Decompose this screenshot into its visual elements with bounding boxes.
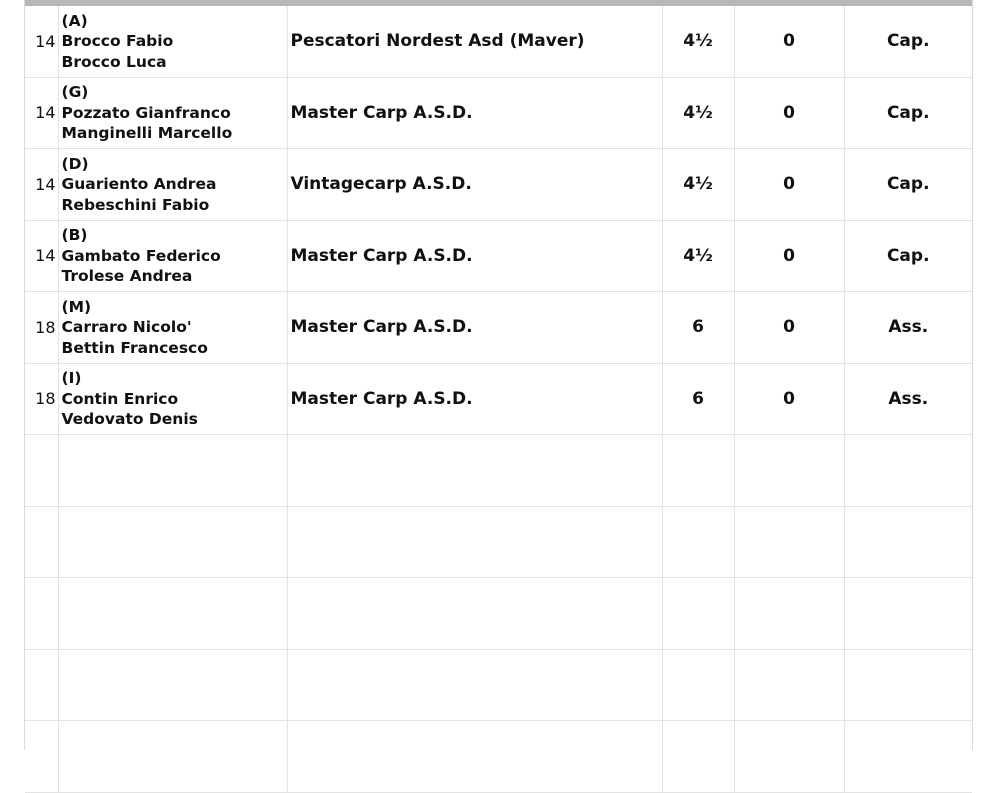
- empty-cell: [25, 506, 58, 578]
- empty-cell: [844, 721, 972, 793]
- member-name: Brocco Luca: [61, 52, 167, 71]
- member-name: Bettin Francesco: [61, 338, 208, 357]
- empty-row: [25, 435, 972, 507]
- team-cell: Master Carp A.S.D.: [287, 77, 662, 149]
- points-cell: 0: [734, 77, 844, 149]
- member-name: Trolese Andrea: [61, 267, 193, 285]
- member-name: Carraro Nicolo': [61, 318, 192, 336]
- penalty-cell: 6: [662, 363, 734, 435]
- pair-cell: [58, 220, 287, 292]
- pair-cell: [58, 363, 287, 435]
- empty-cell: [25, 435, 58, 507]
- empty-row: [25, 649, 972, 721]
- empty-cell: [662, 649, 734, 721]
- empty-row: [25, 506, 972, 578]
- empty-cell: [734, 578, 844, 650]
- member-name: Rebeschini Fabio: [61, 195, 210, 214]
- table-row: [25, 363, 972, 435]
- empty-cell: [844, 435, 972, 507]
- table-row: [25, 77, 972, 149]
- empty-cell: [734, 649, 844, 721]
- empty-cell: [58, 578, 287, 650]
- member-name: Brocco Fabio: [61, 32, 174, 50]
- standings-sheet: [24, 0, 973, 750]
- empty-cell: [662, 578, 734, 650]
- role-cell: Ass.: [844, 292, 972, 364]
- empty-cell: [844, 506, 972, 578]
- group-label: (D): [61, 154, 89, 173]
- pair-cell: [58, 6, 287, 77]
- role-cell: Cap.: [844, 77, 972, 149]
- empty-cell: [25, 649, 58, 721]
- member-name: Contin Enrico: [61, 389, 179, 408]
- empty-cell: [287, 506, 662, 578]
- empty-cell: [58, 721, 287, 793]
- position-cell: 14: [25, 6, 58, 77]
- table-row: [25, 149, 972, 221]
- points-cell: 0: [734, 292, 844, 364]
- empty-cell: [662, 721, 734, 793]
- penalty-cell: 4½: [662, 220, 734, 292]
- table-row: [25, 6, 972, 77]
- empty-cell: [287, 435, 662, 507]
- empty-cell: [734, 506, 844, 578]
- position-cell: 18: [25, 363, 58, 435]
- member-name: Guariento Andrea: [61, 175, 217, 193]
- table-row: [25, 292, 972, 364]
- team-cell: Vintagecarp A.S.D.: [287, 149, 662, 221]
- empty-cell: [734, 435, 844, 507]
- pair-cell: [58, 77, 287, 149]
- pair-cell: [58, 149, 287, 221]
- group-label: (I): [61, 369, 82, 387]
- penalty-cell: 6: [662, 292, 734, 364]
- empty-cell: [25, 578, 58, 650]
- penalty-cell: 4½: [662, 77, 734, 149]
- group-label: (B): [61, 226, 88, 244]
- role-cell: Cap.: [844, 220, 972, 292]
- empty-cell: [844, 649, 972, 721]
- member-name: Vedovato Denis: [61, 410, 198, 428]
- empty-cell: [844, 578, 972, 650]
- standings-table: [25, 6, 972, 793]
- team-cell: Master Carp A.S.D.: [287, 363, 662, 435]
- empty-cell: [734, 721, 844, 793]
- empty-cell: [287, 649, 662, 721]
- member-name: Pozzato Gianfranco: [61, 103, 231, 122]
- role-cell: Ass.: [844, 363, 972, 435]
- team-cell: Master Carp A.S.D.: [287, 220, 662, 292]
- points-cell: 0: [734, 149, 844, 221]
- empty-cell: [58, 506, 287, 578]
- empty-row: [25, 721, 972, 793]
- member-name: Gambato Federico: [61, 246, 221, 265]
- empty-cell: [58, 649, 287, 721]
- empty-row: [25, 578, 972, 650]
- empty-cell: [287, 721, 662, 793]
- penalty-cell: 4½: [662, 149, 734, 221]
- position-cell: 18: [25, 292, 58, 364]
- position-cell: 14: [25, 220, 58, 292]
- member-name: Manginelli Marcello: [61, 124, 233, 142]
- group-label: (G): [61, 83, 89, 101]
- empty-cell: [287, 578, 662, 650]
- pair-cell: [58, 292, 287, 364]
- empty-cell: [662, 506, 734, 578]
- empty-cell: [662, 435, 734, 507]
- team-cell: Pescatori Nordest Asd (Maver): [287, 6, 662, 77]
- empty-cell: [25, 721, 58, 793]
- group-label: (M): [61, 297, 92, 316]
- points-cell: 0: [734, 6, 844, 77]
- table-row: [25, 220, 972, 292]
- role-cell: Cap.: [844, 149, 972, 221]
- team-cell: Master Carp A.S.D.: [287, 292, 662, 364]
- points-cell: 0: [734, 363, 844, 435]
- position-cell: 14: [25, 149, 58, 221]
- empty-cell: [58, 435, 287, 507]
- role-cell: Cap.: [844, 6, 972, 77]
- penalty-cell: 4½: [662, 6, 734, 77]
- group-label: (A): [61, 11, 88, 30]
- position-cell: 14: [25, 77, 58, 149]
- points-cell: 0: [734, 220, 844, 292]
